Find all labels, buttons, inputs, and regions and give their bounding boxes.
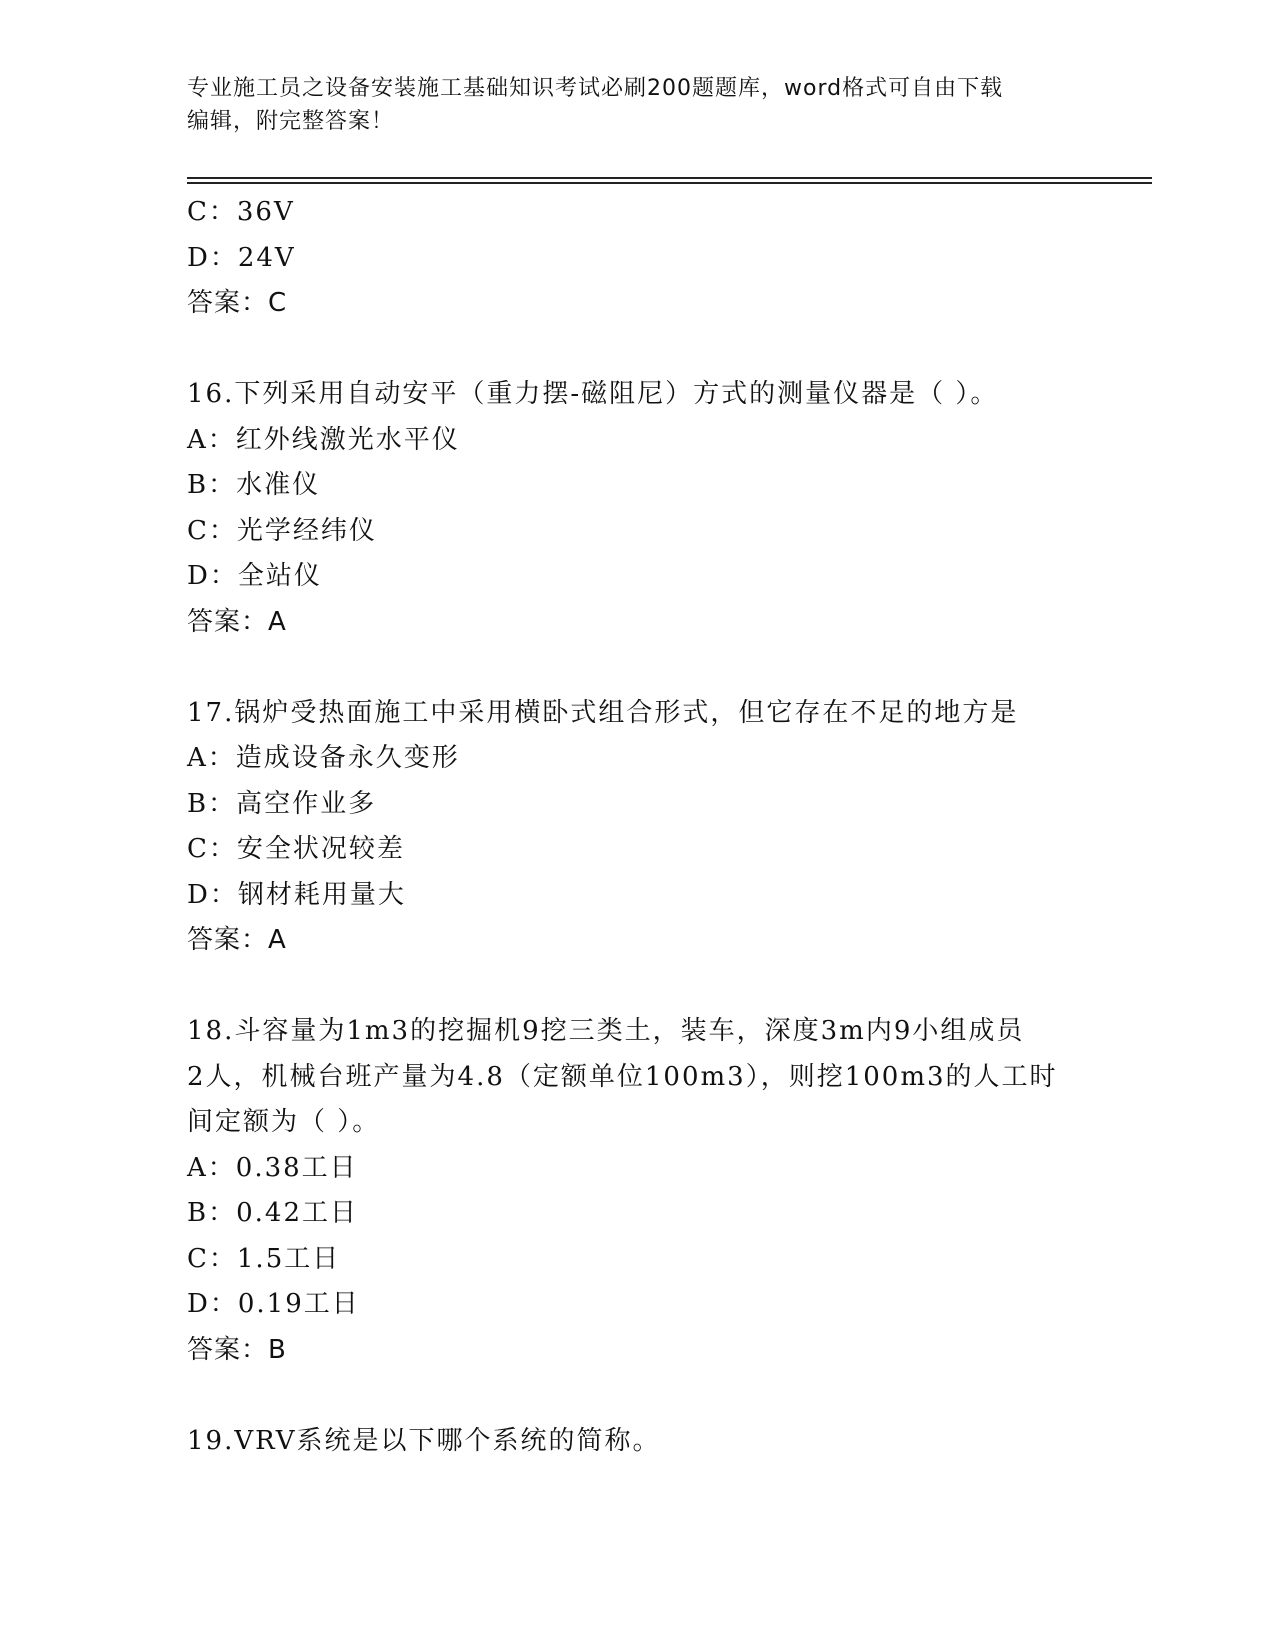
prev-question-block <box>187 190 1087 327</box>
answer-line: 答案：B <box>187 1334 287 1365</box>
spacer <box>187 964 1087 1010</box>
option-c: C：36V <box>187 197 295 227</box>
question-stem-line-2: 2人，机械台班产量为4.8（定额单位100m3），则挖100m3的人工时 <box>187 1061 1058 1092</box>
option-d: D：0.19工日 <box>187 1289 360 1319</box>
option-a: A：0.38工日 <box>187 1152 358 1183</box>
spacer <box>187 645 1087 691</box>
header-divider-bottom <box>187 182 1152 184</box>
answer-line: 答案：A <box>187 606 287 637</box>
question-stem-line-3: 间定额为（ ）。 <box>187 1107 381 1137</box>
question-17 <box>187 691 1087 964</box>
option-b: B：0.42工日 <box>187 1198 358 1228</box>
option-c: C：1.5工日 <box>187 1243 341 1274</box>
header-line-2: 编辑，附完整答案！ <box>187 109 395 134</box>
question-18 <box>187 1009 1087 1373</box>
option-b: B：高空作业多 <box>187 788 377 819</box>
header-divider-top <box>187 177 1152 179</box>
option-d: D：全站仪 <box>187 561 322 591</box>
question-16 <box>187 372 1087 645</box>
question-stem: 17.锅炉受热面施工中采用横卧式组合形式，但它存在不足的地方是 <box>187 697 1019 728</box>
question-stem: 16.下列采用自动安平（重力摆-磁阻尼）方式的测量仪器是（ ）。 <box>187 379 999 409</box>
question-stem-line-1: 18.斗容量为1m3的挖掘机9挖三类土，装车，深度3m内9小组成员 <box>187 1016 1025 1046</box>
option-a: A：红外线激光水平仪 <box>187 424 460 455</box>
header-line-1: 专业施工员之设备安装施工基础知识考试必刷200题题库，word格式可自由下载 <box>187 76 1004 101</box>
option-b: B：水准仪 <box>187 470 321 500</box>
document-header <box>187 72 1067 138</box>
answer-line: 答案：A <box>187 925 287 955</box>
answer-line: 答案：C <box>187 288 288 318</box>
question-content <box>187 190 1087 1464</box>
option-c: C：光学经纬仪 <box>187 515 377 546</box>
question-19 <box>187 1419 1087 1465</box>
option-a: A：造成设备永久变形 <box>187 743 460 773</box>
spacer <box>187 1373 1087 1419</box>
spacer <box>187 327 1087 373</box>
option-d: D：钢材耗用量大 <box>187 879 406 910</box>
option-c: C：安全状况较差 <box>187 834 405 864</box>
question-stem: 19.VRV系统是以下哪个系统的简称。 <box>187 1425 661 1456</box>
option-d: D：24V <box>187 242 296 273</box>
